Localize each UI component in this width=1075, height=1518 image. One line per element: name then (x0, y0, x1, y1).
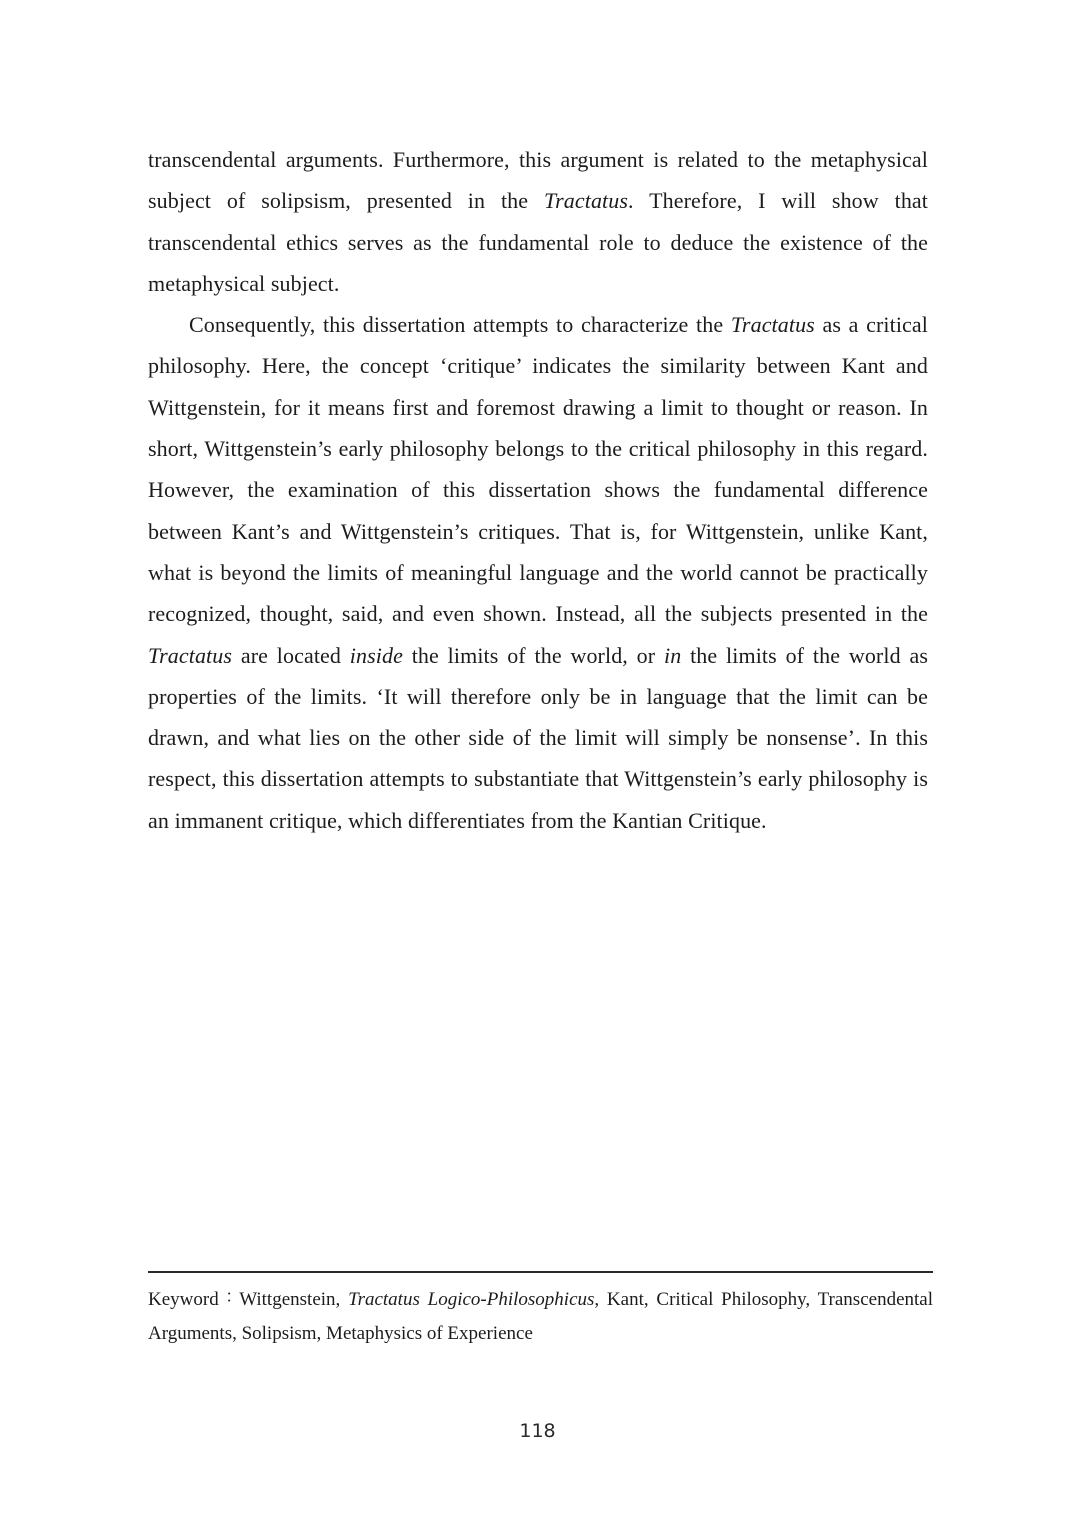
keyword-text: Wittgenstein, (239, 1289, 349, 1310)
italic-title: Tractatus (148, 642, 233, 668)
keyword-text: , Kant, Critical Philosophy, Transcendental Arguments, Solipsism, Metaphysics of Experience (148, 1289, 933, 1344)
page-number: 118 (519, 1420, 556, 1442)
italic-emphasis: in (664, 642, 682, 668)
paragraph (148, 139, 928, 304)
paragraph (148, 304, 928, 841)
text-run: as a critical philosophy. Here, the concept ‘critique’ indicates the similarity between Kant and Wittgenstein, for it means first and foremost drawing a limit to thought or reason. In short, Wittgenstein’s early philosophy belongs to the critical philosophy in this regard. However, the examination of this dissertation shows the fundamental difference between Kant’s and Wittgenstein’s critiques. That is, for Wittgenstein, unlike Kant, what is beyond the limits of meaningful language and the world cannot be practically recognized, thought, said, and even shown. Instead, all the subjects presented in the (148, 312, 928, 627)
keywords-label: Keyword (148, 1289, 219, 1310)
text-run: . Therefore, I will show that transcendental ethics serves as the fundamental role to deduce the existence of the metaphysical subject. (148, 188, 928, 296)
keywords-line (148, 1283, 933, 1351)
keywords-section (148, 1283, 933, 1351)
italic-emphasis: inside (349, 642, 403, 668)
text-run: are located (232, 642, 350, 668)
text-run: the limits of the world, or (402, 642, 664, 668)
body-text (148, 139, 928, 841)
keyword-divider (148, 1271, 933, 1273)
text-run: Consequently, this dissertation attempts to characterize the (189, 312, 731, 338)
italic-title: Tractatus (543, 188, 629, 214)
keywords-separator: ˸ (218, 1289, 240, 1310)
keyword-italic-title: Tractatus Logico-Philosophicus (348, 1289, 595, 1310)
text-run: transcendental arguments. Furthermore, this argument is related to the metaphysical subject of solipsism, presented in the (148, 147, 928, 214)
text-run: the limits of the world as properties of the limits. ‘It will therefore only be in language that the limit can be drawn, and what lies on the other side of the limit will simply be nonsense’. In this respect, this dissertation attempts to substantiate that Wittgenstein’s early philosophy is an immanent critique, which differentiates from the Kantian Critique. (148, 642, 928, 833)
italic-title: Tractatus (730, 312, 815, 338)
